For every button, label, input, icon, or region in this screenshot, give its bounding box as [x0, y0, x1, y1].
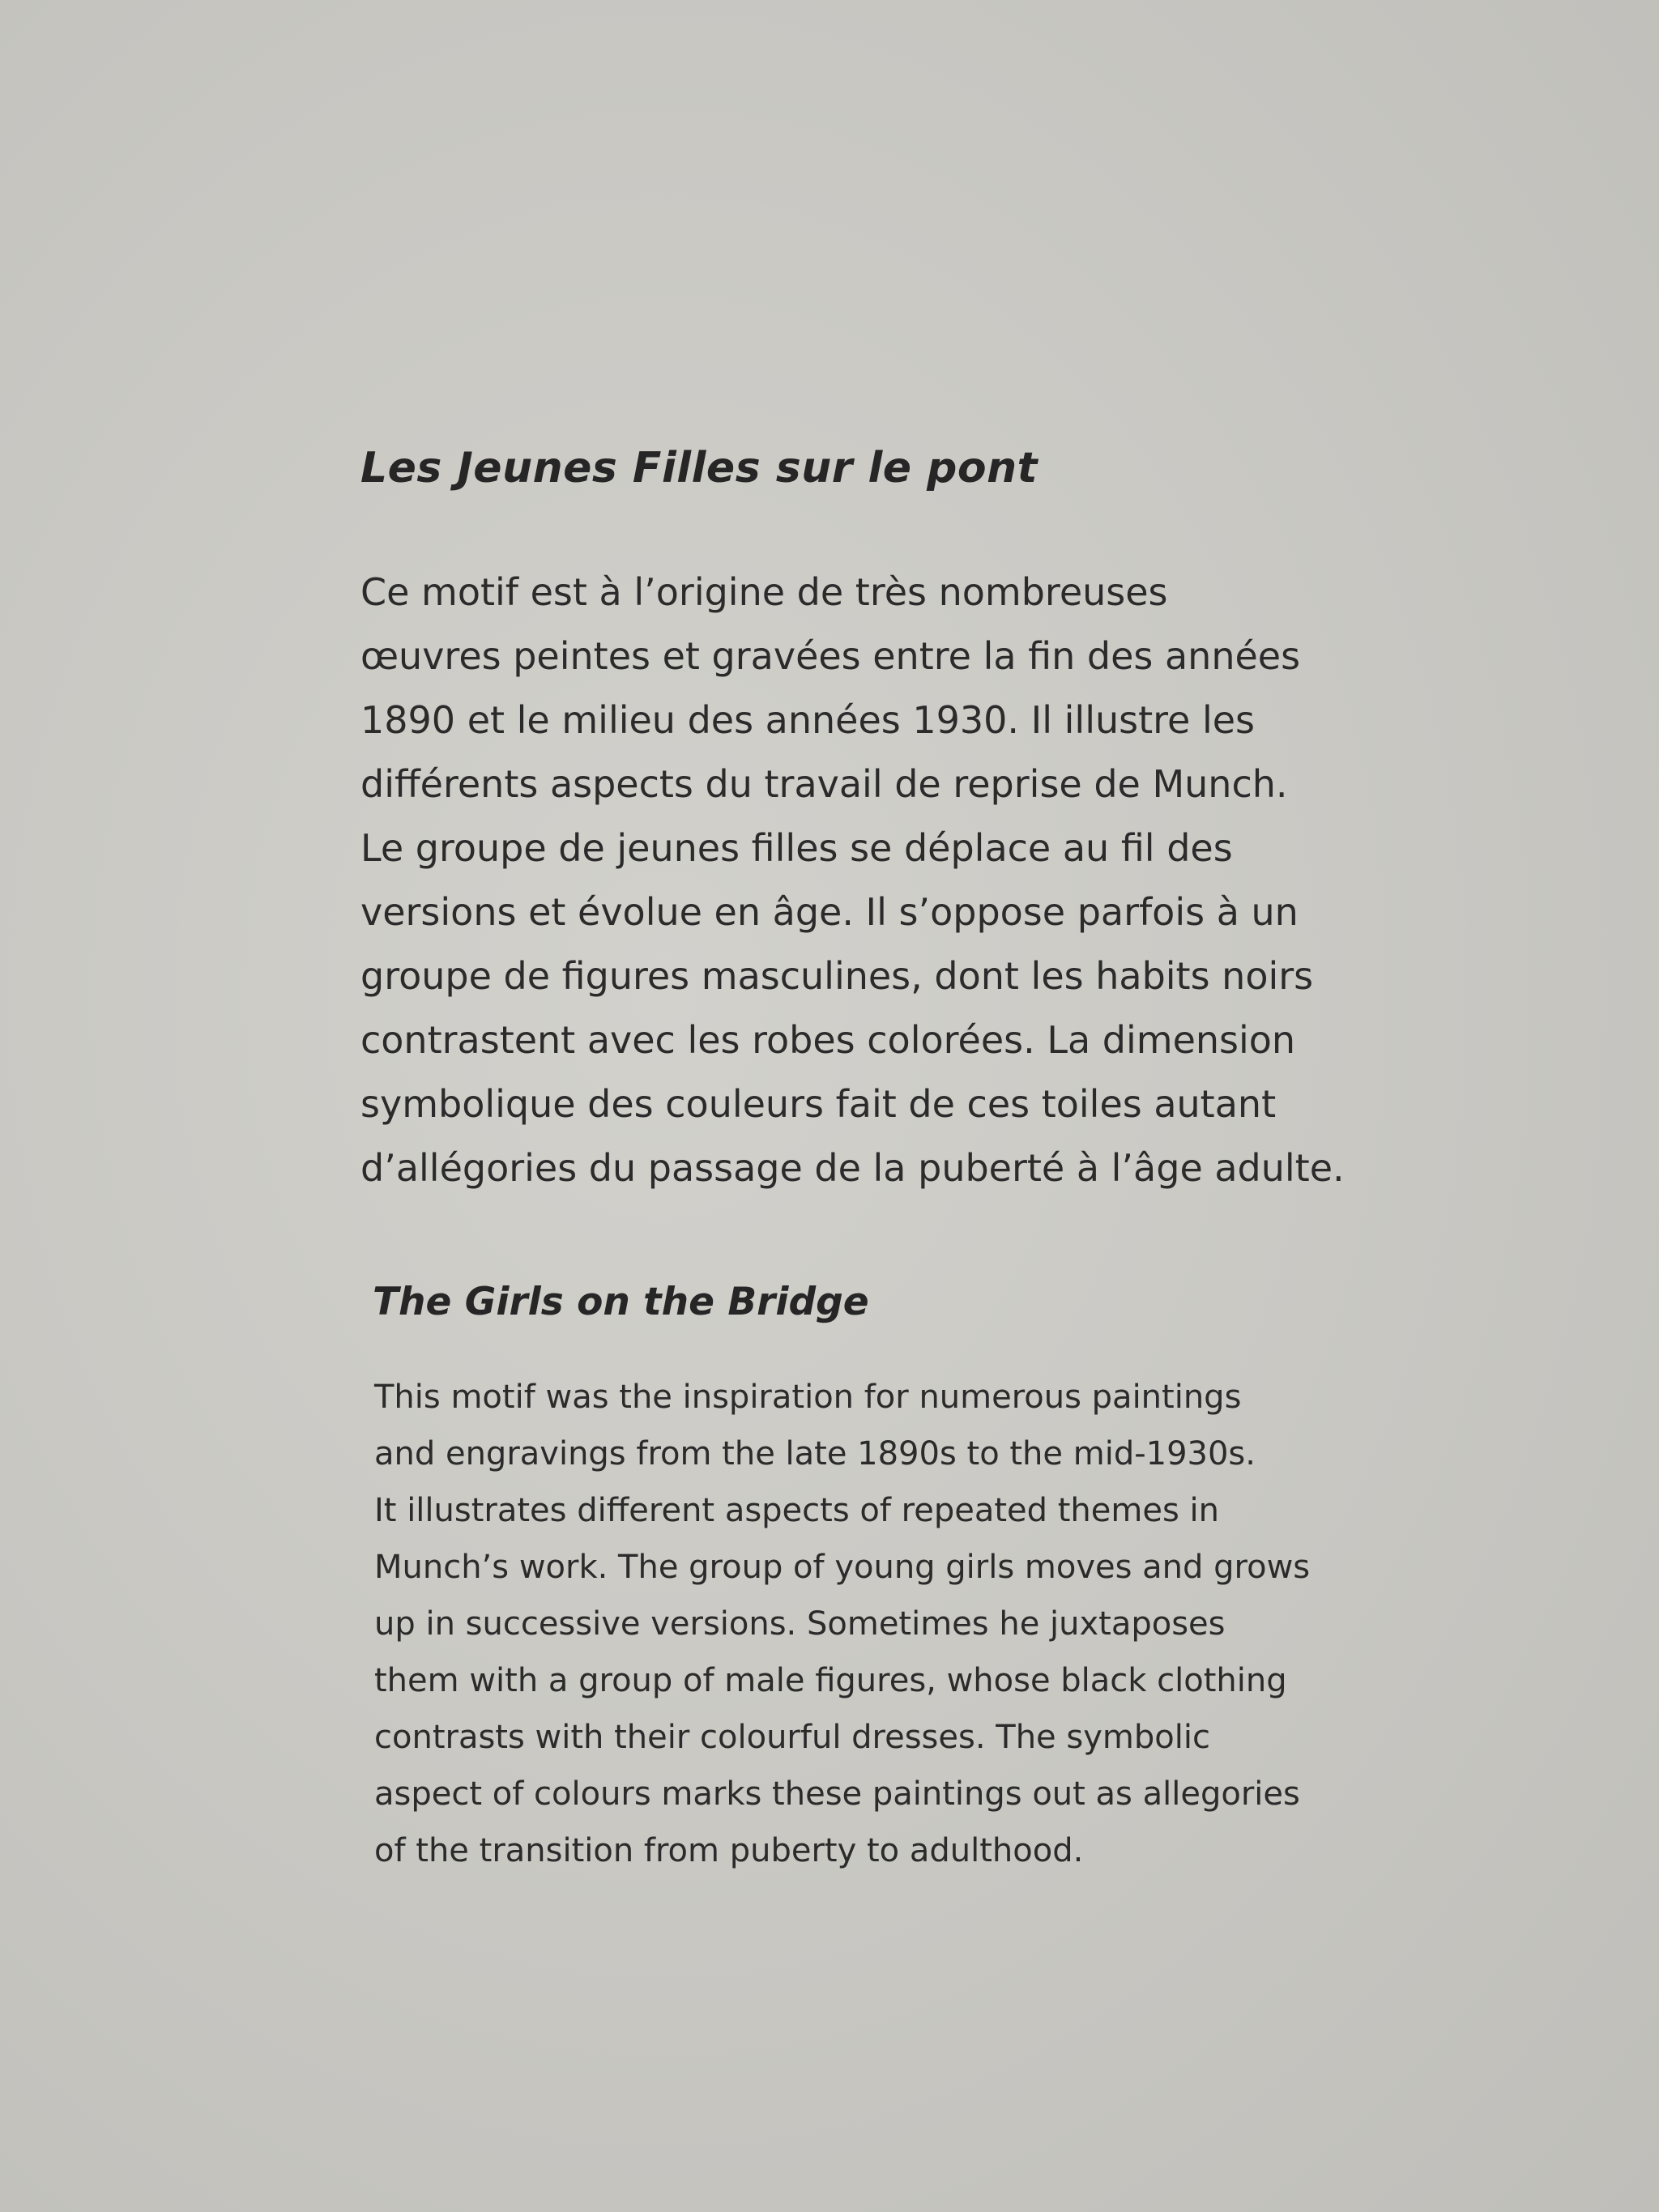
- french-title: Les Jeunes Filles sur le pont: [360, 444, 1038, 492]
- french-line: contrastent avec les robes colorées. La dimension: [360, 1018, 1296, 1062]
- french-line: Le groupe de jeunes filles se déplace au fil des: [360, 826, 1233, 870]
- french-line: 1890 et le milieu des années 1930. Il illustre les: [360, 698, 1255, 742]
- french-line: versions et évolue en âge. Il s’oppose parfois à un: [360, 890, 1299, 934]
- english-title: The Girls on the Bridge: [373, 1280, 869, 1324]
- french-line: symbolique des couleurs fait de ces toiles autant: [360, 1082, 1277, 1126]
- french-line: d’allégories du passage de la puberté à l’âge adulte.: [360, 1146, 1345, 1190]
- english-line: and engravings from the late 1890s to the mid-1930s.: [374, 1435, 1256, 1473]
- french-paragraph: [360, 560, 1495, 1200]
- french-line: groupe de figures masculines, dont les habits noirs: [360, 954, 1314, 998]
- english-line: Munch’s work. The group of young girls moves and grows: [374, 1549, 1311, 1586]
- english-paragraph: [374, 1369, 1508, 1879]
- english-line: of the transition from puberty to adulthood.: [374, 1832, 1084, 1869]
- english-line: aspect of colours marks these paintings out as allegories: [374, 1775, 1300, 1813]
- english-line: contrasts with their colourful dresses. The symbolic: [374, 1719, 1210, 1756]
- french-line: Ce motif est à l’origine de très nombreuses: [360, 570, 1168, 614]
- english-line: It illustrates different aspects of repeated themes in: [374, 1492, 1219, 1529]
- english-line: This motif was the inspiration for numerous paintings: [374, 1379, 1242, 1416]
- english-line: them with a group of male figures, whose black clothing: [374, 1662, 1287, 1699]
- english-line: up in successive versions. Sometimes he juxtaposes: [374, 1605, 1226, 1643]
- french-line: œuvres peintes et gravées entre la fin des années: [360, 634, 1301, 678]
- french-line: différents aspects du travail de reprise de Munch.: [360, 762, 1288, 806]
